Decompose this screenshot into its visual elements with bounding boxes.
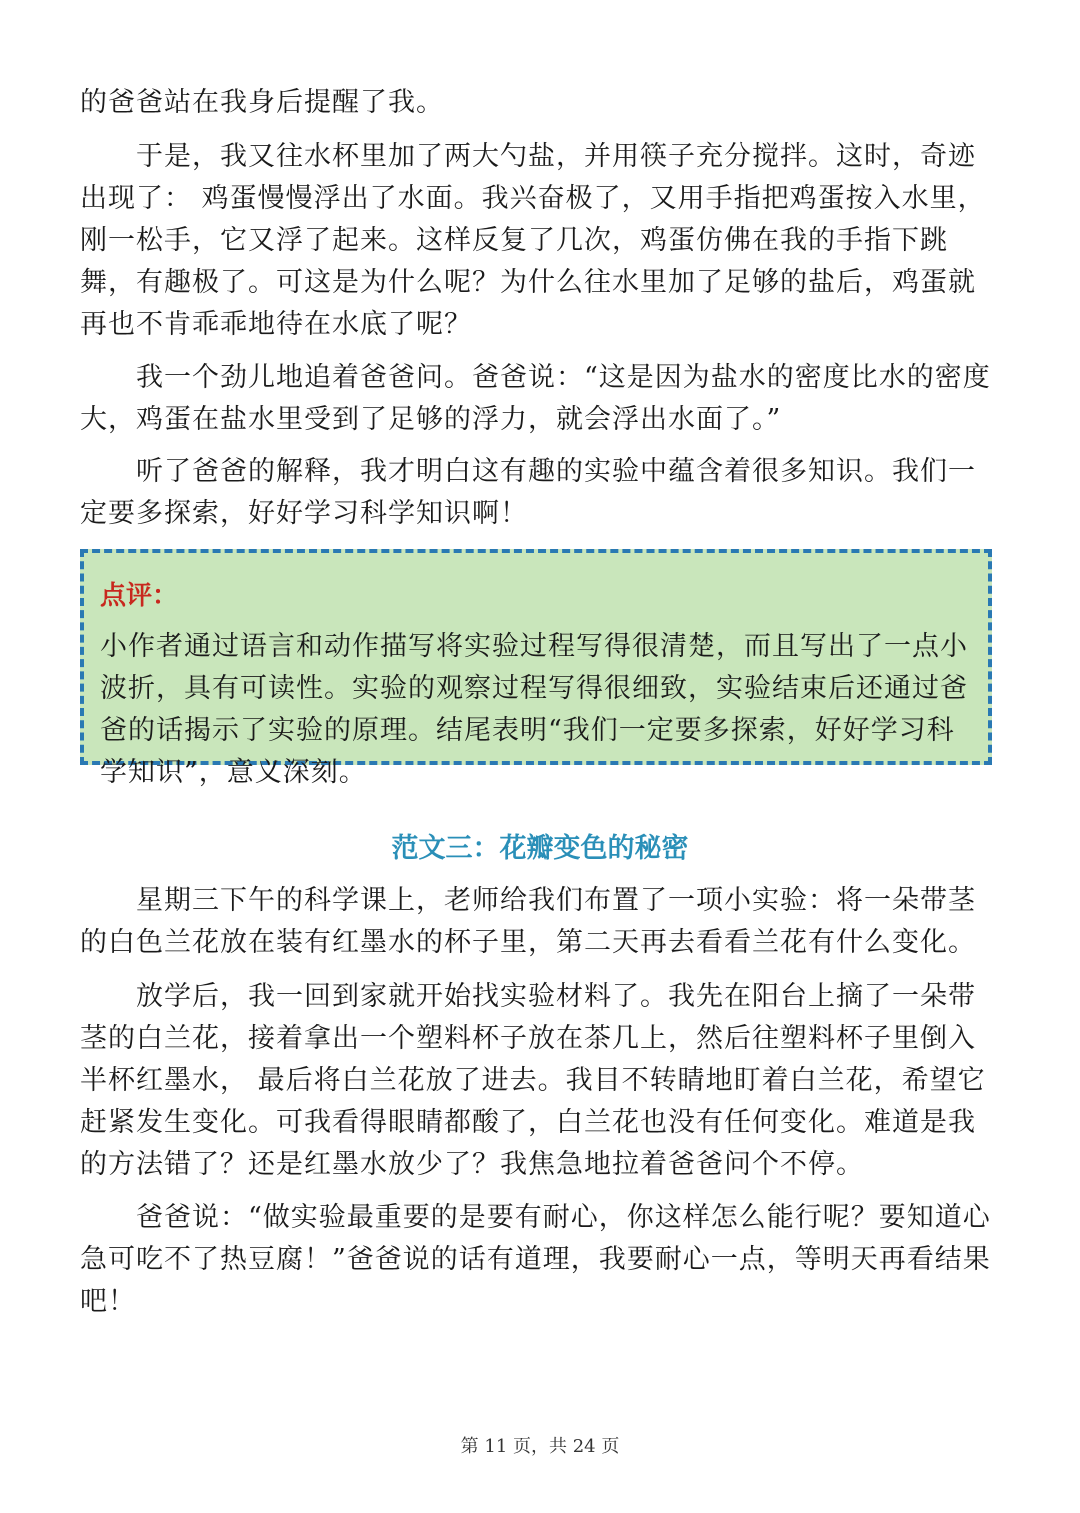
paragraph-continuation: 的爸爸站在我身后提醒了我。 bbox=[80, 87, 444, 118]
comment-box bbox=[80, 549, 992, 788]
paragraph-conclusion: 听了爸爸的解释，我才明白这有趣的实验中蕴含着很多知识。我们一定要多探索，好好学习科学知识啊！ bbox=[80, 456, 976, 529]
paragraph-experiment: 于是，我又往水杯里加了两大勺盐，并用筷子充分搅拌。这时，奇迹出现了： 鸡蛋慢慢浮出了水面。我兴奋极了，又用手指把鸡蛋按入水里，刚一松手，它又浮了起来。这样反复了几次，鸡蛋仿佛在我的手指下跳舞，有趣极了。可这是为什么呢？为什么往水里加了足够的盐后，鸡蛋就再也不肯乖乖地待在水底了呢？ bbox=[80, 141, 986, 340]
paragraph-dad-patience: 爸爸说：“做实验最重要的是要有耐心，你这样怎么能行呢？要知道心急可吃不了热豆腐！”爸爸说的话有道理，我要耐心一点，等明天再看结果吧！ bbox=[80, 1202, 991, 1317]
section-title: 范文三：花瓣变色的秘密 bbox=[391, 833, 689, 864]
paragraph-science-class: 星期三下午的科学课上，老师给我们布置了一项小实验：将一朵带茎的白色兰花放在装有红墨水的杯子里，第二天再去看看兰花有什么变化。 bbox=[80, 885, 976, 958]
page-number: 第 11 页，共 24 页 bbox=[460, 1436, 620, 1457]
comment-body: 小作者通过语言和动作描写将实验过程写得很清楚，而且写出了一点小波折，具有可读性。实验的观察过程写得很细致，实验结束后还通过爸爸的话揭示了实验的原理。结尾表明“我们一定要多探索，好好学习科学知识”，意义深刻。 bbox=[100, 631, 968, 788]
comment-title: 点评： bbox=[100, 581, 179, 611]
paragraph-after-school: 放学后，我一回到家就开始找实验材料了。我先在阳台上摘了一朵带茎的白兰花，接着拿出一个塑料杯子放在茶几上，然后往塑料杯子里倒入半杯红墨水， 最后将白兰花放了进去。我目不转睛地盯着白兰花，希望它赶紧发生变化。可我看得眼睛都酸了，白兰花也没有任何变化。难道是我的方法错了？还是红墨水放少了？我焦急地拉着爸爸问个不停。 bbox=[80, 981, 986, 1180]
paragraph-dad-explains: 我一个劲儿地追着爸爸问。爸爸说：“这是因为盐水的密度比水的密度大，鸡蛋在盐水里受到了足够的浮力，就会浮出水面了。” bbox=[80, 362, 991, 435]
